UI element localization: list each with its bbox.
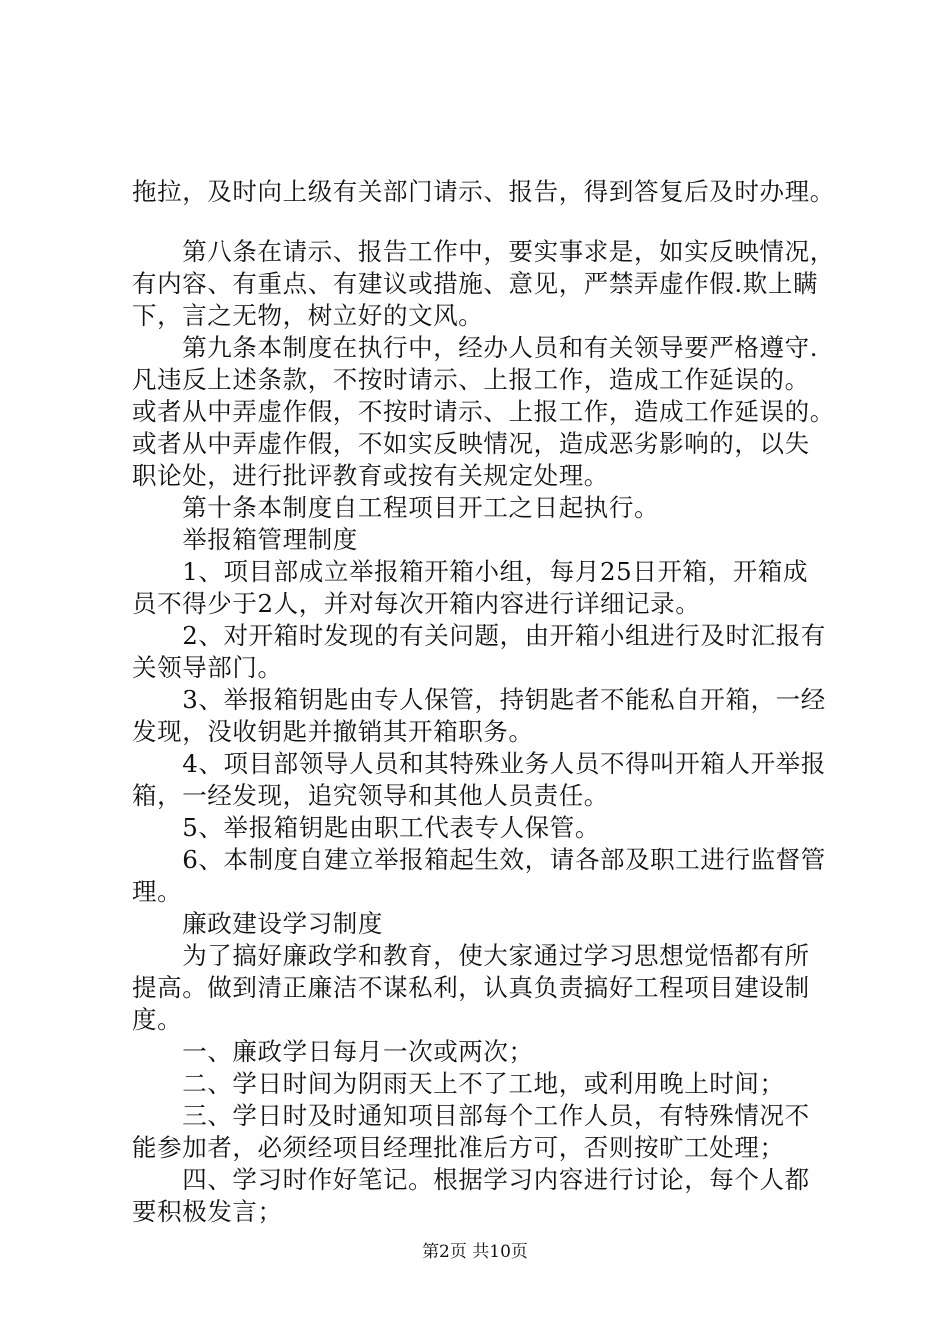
text-line: 职论处，进行批评教育或按有关规定处理。 (132, 461, 609, 490)
text-line: 三、学日时及时通知项目部每个工作人员，有特殊情况不 (132, 1101, 810, 1130)
text-line: 1、项目部成立举报箱开箱小组，每月25日开箱，开箱成 (132, 557, 809, 586)
text-line: 下，言之无物，树立好的文风。 (132, 301, 484, 330)
text-line: 一、廉政学日每月一次或两次； (132, 1037, 534, 1066)
text-line: 度。 (132, 1005, 183, 1034)
text-line: 凡违反上述条款，不按时请示、上报工作，造成工作延误的。 (132, 365, 810, 394)
text-line: 二、学日时间为阴雨天上不了工地，或利用晚上时间； (132, 1069, 785, 1098)
text-line: 2、对开箱时发现的有关问题，由开箱小组进行及时汇报有 (132, 621, 826, 650)
text-line: 有内容、有重点、有建议或措施、意见，严禁弄虚作假.欺上瞒 (132, 269, 819, 298)
text-line: 能参加者，必须经项目经理批准后方可，否则按旷工处理； (132, 1133, 785, 1162)
text-line: 第九条本制度在执行中，经办人员和有关领导要严格遵守. (132, 333, 819, 362)
section-heading: 廉政建设学习制度 (132, 909, 383, 938)
text-line: 箱，一经发现，追究领导和其他人员责任。 (132, 781, 609, 810)
text-line: 第八条在请示、报告工作中，要实事求是，如实反映情况， (132, 237, 835, 266)
text-line: 关领导部门。 (132, 653, 283, 682)
text-line: 理。 (132, 877, 183, 906)
text-line: 6、本制度自建立举报箱起生效，请各部及职工进行监督管 (132, 845, 826, 874)
text-line: 为了搞好廉政学和教育，使大家通过学习思想觉悟都有所 (132, 941, 810, 970)
text-line: 提高。做到清正廉洁不谋私利，认真负责搞好工程项目建设制 (132, 973, 810, 1002)
page-number-footer: 第2页 共10页 (422, 1242, 528, 1262)
text-line: 3、举报箱钥匙由专人保管，持钥匙者不能私自开箱，一经 (132, 685, 826, 714)
text-line: 5、举报箱钥匙由职工代表专人保管。 (132, 813, 600, 842)
text-line: 或者从中弄虚作假，不按时请示、上报工作，造成工作延误的。 (132, 397, 835, 426)
text-line: 发现，没收钥匙并撤销其开箱职务。 (132, 717, 534, 746)
text-line: 要积极发言； (132, 1197, 283, 1226)
text-line: 四、学习时作好笔记。根据学习内容进行讨论，每个人都 (132, 1165, 810, 1194)
text-line: 4、项目部领导人员和其特殊业务人员不得叫开箱人开举报 (132, 749, 826, 778)
text-line: 第十条本制度自工程项目开工之日起执行。 (132, 493, 660, 522)
section-heading: 举报箱管理制度 (132, 525, 358, 554)
text-line: 拖拉，及时向上级有关部门请示、报告，得到答复后及时办理。 (132, 177, 835, 206)
text-line: 员不得少于2人，并对每次开箱内容进行详细记录。 (132, 589, 701, 618)
text-line: 或者从中弄虚作假，不如实反映情况，造成恶劣影响的，以失 (132, 429, 810, 458)
